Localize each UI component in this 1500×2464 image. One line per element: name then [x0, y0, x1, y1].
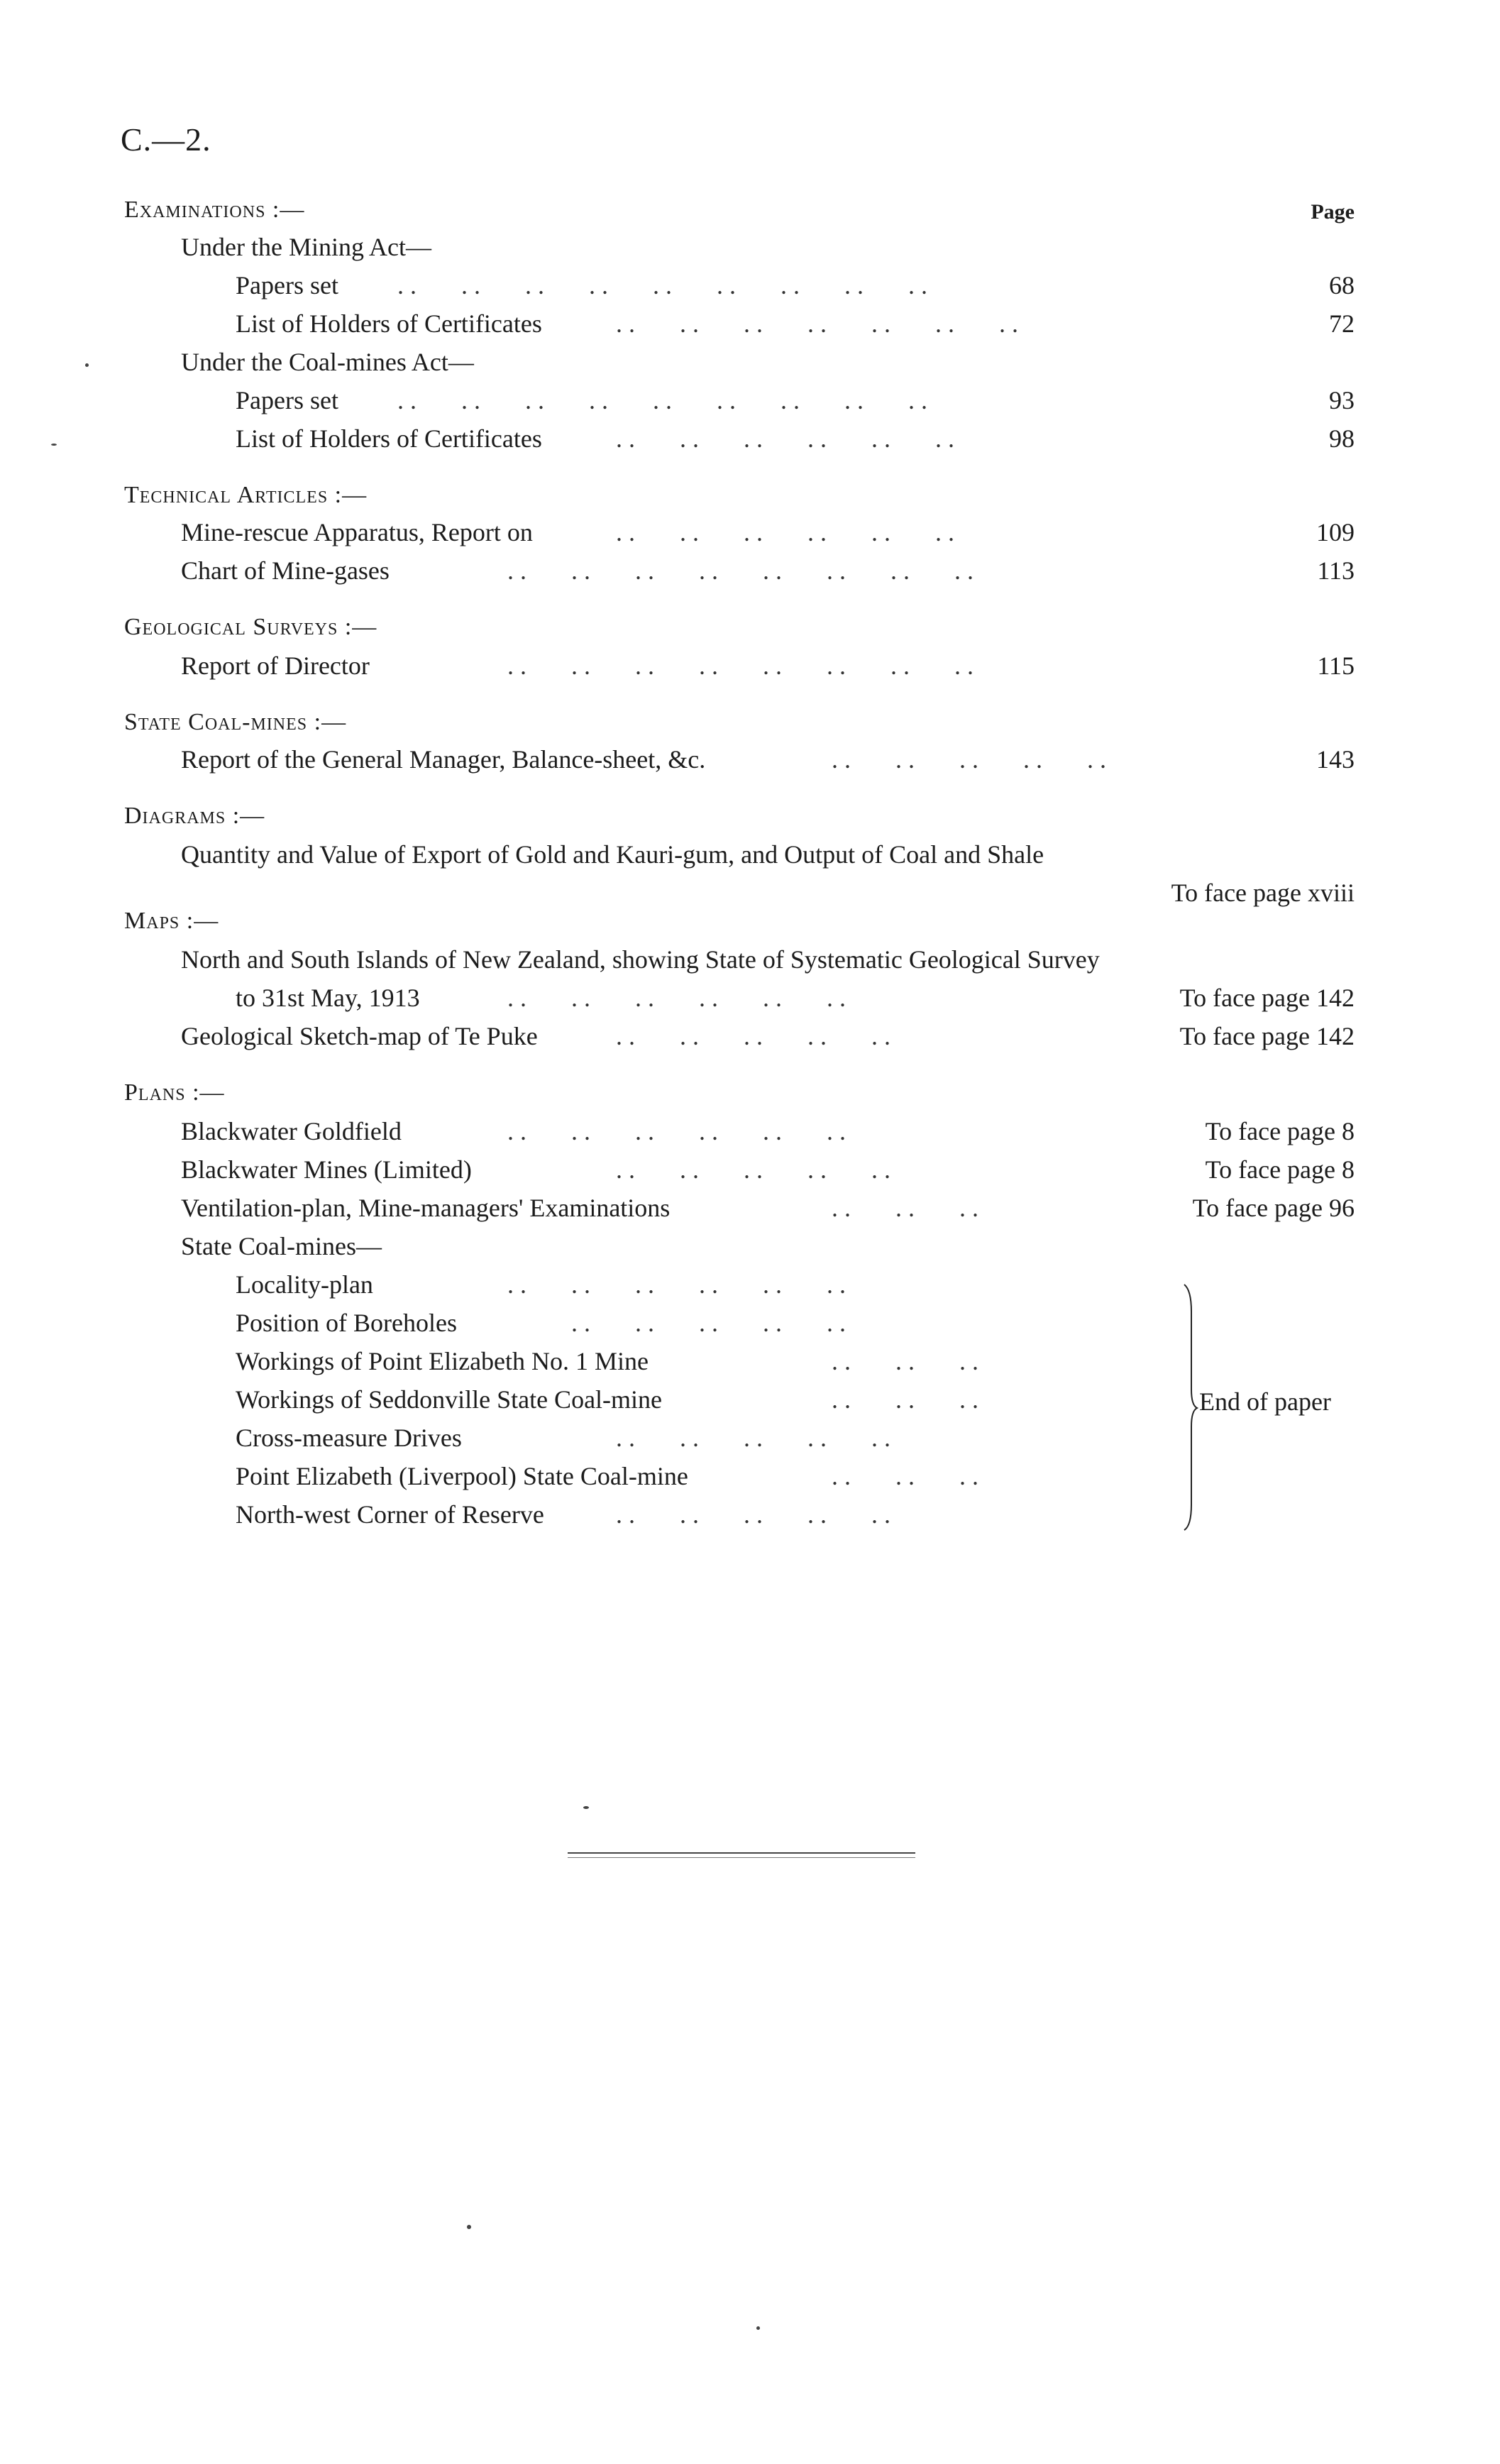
leader-dots: . . . . . . . . . . . . . . . . . . — [397, 271, 927, 299]
toc-entry-label: Chart of Mine-gases — [181, 556, 390, 585]
toc-entry-page: 93 — [1329, 386, 1355, 414]
subheading-mining-act: Under the Mining Act— — [181, 233, 431, 261]
toc-entry-label: Report of Director — [181, 651, 370, 680]
toc-entry-label: Report of the General Manager, Balance-sheet, &c. — [181, 745, 706, 774]
leader-dots: . . . . . . . . . . — [616, 1155, 890, 1184]
scan-speck — [583, 1806, 589, 1809]
subheading-coal-mines-act: Under the Coal-mines Act— — [181, 348, 474, 376]
section-heading-state-coal-mines: State Coal-mines :— — [124, 709, 347, 735]
page-column-header: Page — [1311, 200, 1355, 224]
toc-entry-page: 113 — [1317, 556, 1355, 585]
leader-dots: . . . . . . — [832, 1462, 978, 1490]
end-of-paper-note: End of paper — [1199, 1387, 1331, 1416]
toc-entry-label: Papers set — [236, 271, 338, 299]
leader-dots: . . . . . . — [832, 1347, 978, 1375]
leader-dots: . . . . . . . . . . . . . . — [616, 309, 1018, 338]
toc-entry-label: North and South Islands of New Zealand, showing State of Systematic Geological Survey — [181, 945, 1100, 974]
leader-dots: . . . . . . . . . . . . . . . . . . — [397, 386, 927, 414]
leader-dots: . . . . . . . . . . . . — [616, 424, 954, 453]
toc-entry-page: To face page xviii — [1171, 879, 1355, 907]
document-code: C.—2. — [121, 121, 211, 158]
section-heading-maps: Maps :— — [124, 908, 219, 934]
toc-entry-page: 109 — [1316, 518, 1355, 546]
toc-entry-label: Blackwater Mines (Limited) — [181, 1155, 472, 1184]
toc-entry-label: List of Holders of Certificates — [236, 424, 542, 453]
leader-dots: . . . . . . — [832, 1385, 978, 1414]
leader-dots: . . . . . . . . . . . . . . . . — [507, 651, 974, 680]
toc-entry-page: To face page 96 — [1192, 1194, 1355, 1222]
plan-entry: Locality-plan — [236, 1270, 373, 1299]
toc-entry-page: To face page 142 — [1179, 1022, 1355, 1050]
toc-entry-page: 98 — [1329, 424, 1355, 453]
toc-entry-label: Blackwater Goldfield — [181, 1117, 402, 1145]
toc-entry-page: 143 — [1316, 745, 1355, 774]
leader-dots: . . . . . . . . . . — [616, 1424, 890, 1452]
toc-entry-page: 72 — [1329, 309, 1355, 338]
leader-dots: . . . . . . . . . . — [832, 745, 1106, 774]
toc-entry-page: To face page 142 — [1179, 984, 1355, 1012]
right-brace — [1181, 1283, 1198, 1531]
plan-entry: Workings of Seddonville State Coal-mine — [236, 1385, 663, 1414]
closing-rule — [568, 1852, 915, 1854]
section-heading-technical-articles: Technical Articles :— — [124, 482, 368, 508]
toc-entry-label: Ventilation-plan, Mine-managers' Examinations — [181, 1194, 671, 1222]
scan-speck — [756, 2326, 760, 2330]
toc-entry-page: To face page 8 — [1205, 1117, 1355, 1145]
scan-speck — [85, 363, 89, 367]
leader-dots: . . . . . . . . . . . . — [616, 518, 954, 546]
section-heading-diagrams: Diagrams :— — [124, 803, 265, 829]
leader-dots: . . . . . . . . . . — [507, 1309, 846, 1337]
closing-rule-thin — [568, 1857, 915, 1858]
plan-entry: Cross-measure Drives — [236, 1424, 462, 1452]
subheading-state-coal-mines: State Coal-mines— — [181, 1232, 382, 1260]
toc-entry-label: Quantity and Value of Export of Gold and Kauri-gum, and Output of Coal and Shale — [181, 840, 1044, 869]
toc-entry-page: 68 — [1329, 271, 1355, 299]
toc-entry-label: Geological Sketch-map of Te Puke — [181, 1022, 538, 1050]
toc-entry-label: to 31st May, 1913 — [236, 984, 420, 1012]
section-heading-examinations: Examinations :— — [124, 197, 305, 223]
section-heading-geological-surveys: Geological Surveys :— — [124, 614, 377, 640]
toc-entry-label: List of Holders of Certificates — [236, 309, 542, 338]
leader-dots: . . . . . . . . . . . . — [507, 1117, 846, 1145]
leader-dots: . . . . . . . . . . . . — [507, 984, 846, 1012]
leader-dots: . . . . . . . . . . . . — [507, 1270, 846, 1299]
scan-speck — [467, 2225, 471, 2229]
plan-entry: Workings of Point Elizabeth No. 1 Mine — [236, 1347, 649, 1375]
toc-entry-page: To face page 8 — [1205, 1155, 1355, 1184]
scan-speck — [51, 444, 57, 446]
toc-entry-page: 115 — [1317, 651, 1355, 680]
section-heading-plans: Plans :— — [124, 1079, 225, 1106]
plan-entry: Position of Boreholes — [236, 1309, 457, 1337]
leader-dots: . . . . . . — [832, 1194, 978, 1222]
toc-entry-label: Papers set — [236, 386, 338, 414]
plan-entry: North-west Corner of Reserve — [236, 1500, 544, 1529]
leader-dots: . . . . . . . . . . . . . . . . — [507, 556, 974, 585]
leader-dots: . . . . . . . . . . — [616, 1022, 890, 1050]
leader-dots: . . . . . . . . . . — [616, 1500, 890, 1529]
plan-entry: Point Elizabeth (Liverpool) State Coal-mine — [236, 1462, 688, 1490]
toc-entry-label: Mine-rescue Apparatus, Report on — [181, 518, 533, 546]
